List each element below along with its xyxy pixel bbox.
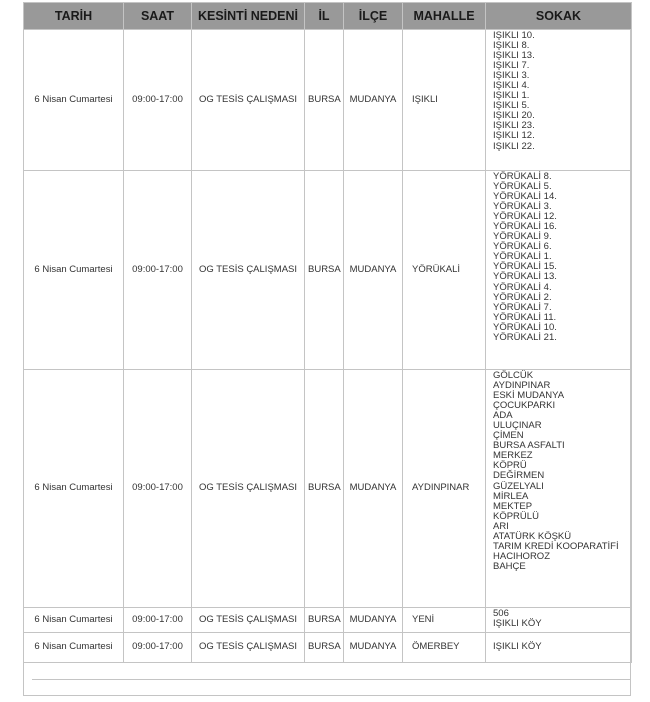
street-item: YÖRÜKALİ 11. xyxy=(493,311,557,323)
header-district: İLÇE xyxy=(344,3,403,30)
street-item: IŞIKLI 3. xyxy=(493,70,530,82)
outage-table xyxy=(23,2,632,663)
street-item: ARI xyxy=(493,520,509,532)
date-cell: 6 Nisan Cumartesi xyxy=(24,370,124,608)
street-item: ESKİ MUDANYA xyxy=(493,390,565,402)
time-cell: 09:00-17:00 xyxy=(124,30,192,171)
district-cell: MUDANYA xyxy=(344,30,403,171)
street-item: IŞIKLI 7. xyxy=(493,60,530,72)
table-row xyxy=(24,370,632,608)
street-item: KÖPRÜLÜ xyxy=(493,510,539,522)
street-item: YÖRÜKALİ 21. xyxy=(493,331,557,343)
district-cell: MUDANYA xyxy=(344,633,403,663)
street-cell xyxy=(486,30,632,171)
reason-cell: OG TESİS ÇALIŞMASI xyxy=(192,30,305,171)
district-cell: MUDANYA xyxy=(344,370,403,608)
street-cell xyxy=(486,633,632,663)
header-date: TARİH xyxy=(24,3,124,30)
table-row xyxy=(24,171,632,370)
header-reason: KESİNTİ NEDENİ xyxy=(192,3,305,30)
street-item: YÖRÜKALİ 10. xyxy=(493,321,557,333)
district-cell: MUDANYA xyxy=(344,608,403,633)
street-item: DEĞİRMEN xyxy=(493,470,545,482)
street-item: YÖRÜKALİ 3. xyxy=(493,201,552,213)
table-row xyxy=(24,633,632,663)
table-row xyxy=(24,30,632,171)
street-item: MEKTEP xyxy=(493,500,533,512)
street-item: KÖPRÜ xyxy=(493,460,527,472)
street-item: ADA xyxy=(493,410,513,422)
street-item: MİRLEA xyxy=(493,490,529,502)
outage-table-container xyxy=(23,2,631,696)
header-neighborhood: MAHALLE xyxy=(403,3,486,30)
street-item: YÖRÜKALİ 4. xyxy=(493,281,552,293)
neighborhood-cell: AYDINPINAR xyxy=(403,370,486,608)
street-item: YÖRÜKALİ 7. xyxy=(493,301,552,313)
street-item: IŞIKLI 12. xyxy=(493,130,535,142)
header-row xyxy=(24,3,632,30)
date-cell: 6 Nisan Cumartesi xyxy=(24,633,124,663)
time-cell: 09:00-17:00 xyxy=(124,171,192,370)
street-item: YÖRÜKALİ 8. xyxy=(493,171,552,182)
street-cell xyxy=(486,608,632,633)
header-province: İL xyxy=(305,3,344,30)
neighborhood-cell: YENİ xyxy=(403,608,486,633)
street-item: ÇİMEN xyxy=(493,430,524,442)
street-item: MERKEZ xyxy=(493,450,533,462)
street-item: IŞIKLI 20. xyxy=(493,110,535,122)
street-item: YÖRÜKALİ 13. xyxy=(493,271,557,283)
date-cell: 6 Nisan Cumartesi xyxy=(24,608,124,633)
street-item: ULUÇINAR xyxy=(493,420,542,432)
street-cell xyxy=(486,171,632,370)
street-item: YÖRÜKALİ 16. xyxy=(493,221,557,233)
street-item: YÖRÜKALİ 12. xyxy=(493,211,557,223)
table-row xyxy=(24,608,632,633)
neighborhood-cell: ÖMERBEY xyxy=(403,633,486,663)
street-item: YÖRÜKALİ 2. xyxy=(493,291,552,303)
street-item: AYDINPINAR xyxy=(493,380,551,392)
street-item: IŞIKLI 5. xyxy=(493,100,530,112)
street-item: IŞIKLI 10. xyxy=(493,30,535,41)
date-cell: 6 Nisan Cumartesi xyxy=(24,30,124,171)
street-item: GÜZELYALI xyxy=(493,480,544,492)
time-cell: 09:00-17:00 xyxy=(124,633,192,663)
street-item: IŞIKLI 22. xyxy=(493,140,535,152)
street-item: BAHÇE xyxy=(493,560,526,572)
reason-cell: OG TESİS ÇALIŞMASI xyxy=(192,171,305,370)
street-item: ÇOCUKPARKI xyxy=(493,400,556,412)
header-street: SOKAK xyxy=(486,3,632,30)
street-item: IŞIKLI KÖY xyxy=(493,641,542,653)
time-cell: 09:00-17:00 xyxy=(124,608,192,633)
street-item: YÖRÜKALİ 1. xyxy=(493,251,552,263)
street-item: IŞIKLI 4. xyxy=(493,80,530,92)
street-item: TARIM KREDİ KOOPARATİFİ xyxy=(493,540,619,552)
neighborhood-cell: IŞIKLI xyxy=(403,30,486,171)
reason-cell: OG TESİS ÇALIŞMASI xyxy=(192,633,305,663)
reason-cell: OG TESİS ÇALIŞMASI xyxy=(192,608,305,633)
province-cell: BURSA xyxy=(305,171,344,370)
street-item: BURSA ASFALTI xyxy=(493,440,565,452)
street-item: IŞIKLI 13. xyxy=(493,50,535,62)
street-item: IŞIKLI 1. xyxy=(493,90,530,102)
province-cell: BURSA xyxy=(305,370,344,608)
street-item: YÖRÜKALİ 6. xyxy=(493,241,552,253)
neighborhood-cell: YÖRÜKALİ xyxy=(403,171,486,370)
street-item: YÖRÜKALİ 14. xyxy=(493,191,557,203)
street-item: IŞIKLI 8. xyxy=(493,40,530,52)
street-cell xyxy=(486,370,632,608)
street-item: YÖRÜKALİ 5. xyxy=(493,181,552,193)
street-item: HACIHOROZ xyxy=(493,550,550,562)
street-item: IŞIKLI 23. xyxy=(493,120,535,132)
district-cell: MUDANYA xyxy=(344,171,403,370)
street-item: ATATÜRK KÖŞKÜ xyxy=(493,530,572,542)
reason-cell: OG TESİS ÇALIŞMASI xyxy=(192,370,305,608)
province-cell: BURSA xyxy=(305,608,344,633)
province-cell: BURSA xyxy=(305,30,344,171)
street-item: GÖLCÜK xyxy=(493,370,534,381)
street-item: 506 xyxy=(493,608,509,619)
header-time: SAAT xyxy=(124,3,192,30)
street-item: YÖRÜKALİ 9. xyxy=(493,231,552,243)
time-cell: 09:00-17:00 xyxy=(124,370,192,608)
street-item: IŞIKLI KÖY xyxy=(493,618,542,630)
street-item: YÖRÜKALİ 15. xyxy=(493,261,557,273)
province-cell: BURSA xyxy=(305,633,344,663)
divider xyxy=(32,679,630,680)
date-cell: 6 Nisan Cumartesi xyxy=(24,171,124,370)
